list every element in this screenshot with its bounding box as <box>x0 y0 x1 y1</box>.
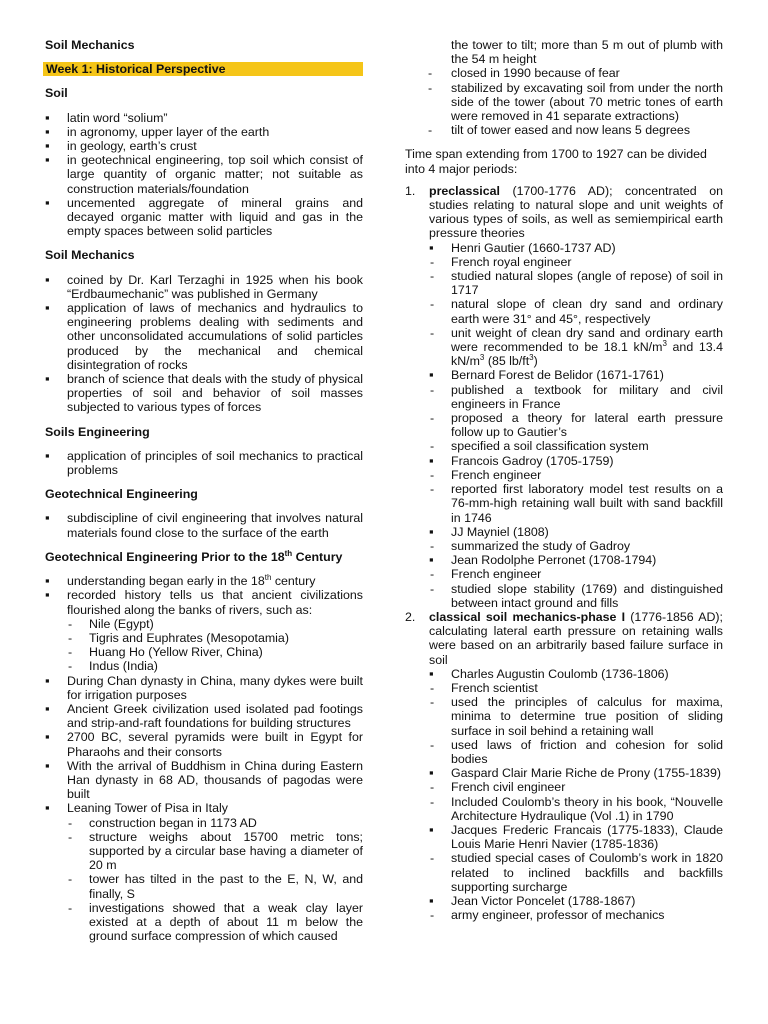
list-item: ▪ With the arrival of Buddhism in China during Eastern Han dynasty in 68 AD, thousands of pagodas were built <box>45 759 363 802</box>
period-item: 1. preclassical (1700-1776 AD); concentrated on studies relating to natural slope and unit weights of various types of soils, as well as semiempirical earth pressure theories ▪ Henri Gautier (1660-1737 AD) - French royal engineer - studied natural slopes (angle of repose) of soil in 1717 - natural slope of clean dry sand and ordinary earth were 31° and 45°, respectively - unit weight of clean dry sand and ordinary earth were recommended to be 18.1 $kN/m^3$ and 13.4 $kN/m^3$ (85 $lb/ft^3$) ▪ Bernard Forest de Belidor (1671-1761) - published a textbook for military and civil engineers in France - proposed a theory for lateral earth pressure follow up to Gautier’s - specified a soil classification system ▪ Francois Gadroy (1705-1759) - French engineer - reported first laboratory model test results on a 76-mm-high retaining wall built with sand backfill in 1746 ▪ JJ Mayniel (1808) - summarized the study of Gadroy ▪ Jean Rodolphe Perronet (1708-1794) - French engineer - studied slope stability (1769) and distinguished between intact ground and fills <box>405 184 723 610</box>
list-item: ▪ Gaspard Clair Marie Riche de Prony (1755-1839) <box>429 766 723 780</box>
list-item: ▪ application of laws of mechanics and hydraulics to engineering problems dealing with sediments and other unconsolidated accumulations of solid particles produced by the mechanical and chemical disintegration of rocks <box>45 301 363 372</box>
list-item: ▪ recorded history tells us that ancient civilizations flourished along the banks of rivers, such as: - Nile (Egypt) - Tigris and Euphrates (Mesopotamia) - Huang Ho (Yellow River, China) - Indus (India) <box>45 588 363 673</box>
list-item: - structure weighs about 15700 metric tons; supported by a circular base having a diameter of 20 m <box>67 830 363 873</box>
list-item: - French engineer <box>429 468 723 482</box>
list-item: - army engineer, professor of mechanics <box>429 908 723 922</box>
pisa-list <box>67 816 363 944</box>
pisa-continued-list <box>427 38 723 137</box>
list-item: - Indus (India) <box>67 659 363 673</box>
list-item: ▪ in agronomy, upper layer of the earth <box>45 125 363 139</box>
list-item: ▪ Jean Victor Poncelet (1788-1867) <box>429 894 723 908</box>
list-item: - natural slope of clean dry sand and ordinary earth were 31° and 45°, respectively <box>429 297 723 325</box>
list-item: ▪ 2700 BC, several pyramids were built in Egypt for Pharaohs and their consorts <box>45 730 363 758</box>
list-item: - studied slope stability (1769) and distinguished between intact ground and fills <box>429 582 723 610</box>
list-item: - Tigris and Euphrates (Mesopotamia) <box>67 631 363 645</box>
geotechnical-engineering-list <box>45 511 363 539</box>
right-column <box>405 38 723 922</box>
list-item: - summarized the study of Gadroy <box>429 539 723 553</box>
list-item: - tower has tilted in the past to the E, N, W, and finally, S <box>67 872 363 900</box>
list-item: ▪ Henri Gautier (1660-1737 AD) <box>429 241 723 255</box>
section-heading-soils-engineering: Soils Engineering <box>45 424 150 439</box>
timespan-paragraph: Time span extending from 1700 to 1927 can be divided into 4 major periods: <box>405 147 707 176</box>
list-item: ▪ in geotechnical engineering, top soil which consist of large quantity of organic matter; not suitable as construction materials/foundation <box>45 153 363 196</box>
prior-18th-list <box>45 574 363 943</box>
list-item: ▪ Francois Gadroy (1705-1759) <box>429 454 723 468</box>
rivers-list <box>67 617 363 674</box>
list-item: ▪ in geology, earth’s crust <box>45 139 363 153</box>
list-item: ▪ subdiscipline of civil engineering that involves natural materials found close to the surface of the earth <box>45 511 363 539</box>
list-item: - French royal engineer <box>429 255 723 269</box>
list-item: - stabilized by excavating soil from under the north side of the tower (about 70 metric tones of earth were removed in 41 separate extractions) <box>427 81 723 124</box>
section-heading-soil: Soil <box>45 86 68 101</box>
list-item: ▪ branch of science that deals with the study of physical properties of soil and behavior of soil masses subjected to various types of forces <box>45 372 363 415</box>
document-title: Soil Mechanics <box>45 38 135 52</box>
list-item: ▪ Jacques Frederic Francais (1775-1833), Claude Louis Marie Henri Navier (1785-1836) <box>429 823 723 851</box>
list-item: ▪ Leaning Tower of Pisa in Italy - construction began in 1173 AD - structure weighs about 15700 metric tons; supported by a circular base having a diameter of 20 m - tower has tilted in the past to the E, N, W, and finally, S - investigations showed that a weak clay layer existed at a depth of about 11 m below the ground surface compression of which caused <box>45 801 363 943</box>
list-item: ▪ During Chan dynasty in China, many dykes were built for irrigation purposes <box>45 674 363 702</box>
list-item: ▪ understanding began early in the 18th century <box>45 574 363 588</box>
list-item: ▪ JJ Mayniel (1808) <box>429 525 723 539</box>
list-item: - Included Coulomb’s theory in his book, “Nouvelle Architecture Hydraulique (Vol .1) in 1790 <box>429 795 723 823</box>
list-item: - used laws of friction and cohesion for solid bodies <box>429 738 723 766</box>
section-heading-geotechnical-engineering: Geotechnical Engineering <box>45 487 198 502</box>
list-item: - specified a soil classification system <box>429 439 723 453</box>
list-item: ▪ uncemented aggregate of mineral grains and decayed organic matter with liquid and gas in the empty spaces between solid particles <box>45 196 363 239</box>
list-item: - reported first laboratory model test results on a 76-mm-high retaining wall built with sand backfill in 1746 <box>429 482 723 525</box>
list-item: - used the principles of calculus for maxima, minima to determine true position of sliding surface in soil behind a retaining wall <box>429 695 723 738</box>
section-heading-prior-18th: Geotechnical Engineering Prior to the 18th Century <box>45 548 343 564</box>
week-heading: Week 1: Historical Perspective <box>43 62 363 76</box>
preclassical-list <box>429 241 723 610</box>
list-item: ▪ coined by Dr. Karl Terzaghi in 1925 when his book “Erdbaumechanic” was published in Germany <box>45 273 363 301</box>
list-item: - Nile (Egypt) <box>67 617 363 631</box>
list-item: - proposed a theory for lateral earth pressure follow up to Gautier’s <box>429 411 723 439</box>
list-item: ▪ latin word “solium” <box>45 111 363 125</box>
list-item: - studied natural slopes (angle of repose) of soil in 1717 <box>429 269 723 297</box>
list-item: - closed in 1990 because of fear <box>427 66 723 80</box>
list-item: - French scientist <box>429 681 723 695</box>
list-item: ▪ Charles Augustin Coulomb (1736-1806) <box>429 667 723 681</box>
soil-list <box>45 111 363 239</box>
list-item: the tower to tilt; more than 5 m out of plumb with the 54 m height <box>451 38 723 67</box>
section-heading-soil-mechanics: Soil Mechanics <box>45 248 135 263</box>
left-column <box>45 38 363 943</box>
list-item: ▪ Jean Rodolphe Perronet (1708-1794) <box>429 553 723 567</box>
list-item: - studied special cases of Coulomb’s work in 1820 related to inclined backfills and backfills supporting surcharge <box>429 851 723 894</box>
list-item: - Huang Ho (Yellow River, China) <box>67 645 363 659</box>
soil-mechanics-list <box>45 273 363 415</box>
list-item: ▪ Bernard Forest de Belidor (1671-1761) <box>429 368 723 382</box>
list-item: - tilt of tower eased and now leans 5 degrees <box>427 123 723 137</box>
list-item: - published a textbook for military and civil engineers in France <box>429 383 723 411</box>
period-item: 2. classical soil mechanics-phase I (1776-1856 AD); calculating lateral earth pressure on retaining walls were based on an arbitrarily based failure surface in soil ▪ Charles Augustin Coulomb (1736-1806) - French scientist - used the principles of calculus for maxima, minima to determine true position of sliding surface in soil behind a retaining wall - used laws of friction and cohesion for solid bodies ▪ Gaspard Clair Marie Riche de Prony (1755-1839) - French civil engineer - Included Coulomb’s theory in his book, “Nouvelle Architecture Hydraulique (Vol .1) in 1790 ▪ Jacques Frederic Francais (1775-1833), Claude Louis Marie Henri Navier (1785-1836) - studied special cases of Coulomb’s work in 1820 related to inclined backfills and backfills supporting surcharge ▪ Jean Victor Poncelet (1788-1867) - army engineer, professor of mechanics <box>405 610 723 922</box>
soils-engineering-list <box>45 449 363 477</box>
list-item: ▪ application of principles of soil mechanics to practical problems <box>45 449 363 477</box>
classical-phase-1-list <box>429 667 723 923</box>
list-item: - investigations showed that a weak clay layer existed at a depth of about 11 m below the ground surface compression of which caused <box>67 901 363 944</box>
list-item: - French engineer <box>429 567 723 581</box>
list-item: ▪ Ancient Greek civilization used isolated pad footings and strip-and-raft foundations for building structures <box>45 702 363 730</box>
list-item: - unit weight of clean dry sand and ordinary earth were recommended to be 18.1 $kN/m^3$ and 13.4 $kN/m^3$ (85 $lb/ft^3$) <box>429 326 723 369</box>
list-item: - French civil engineer <box>429 780 723 794</box>
list-item: - construction began in 1173 AD <box>67 816 363 830</box>
periods-list <box>405 184 723 923</box>
